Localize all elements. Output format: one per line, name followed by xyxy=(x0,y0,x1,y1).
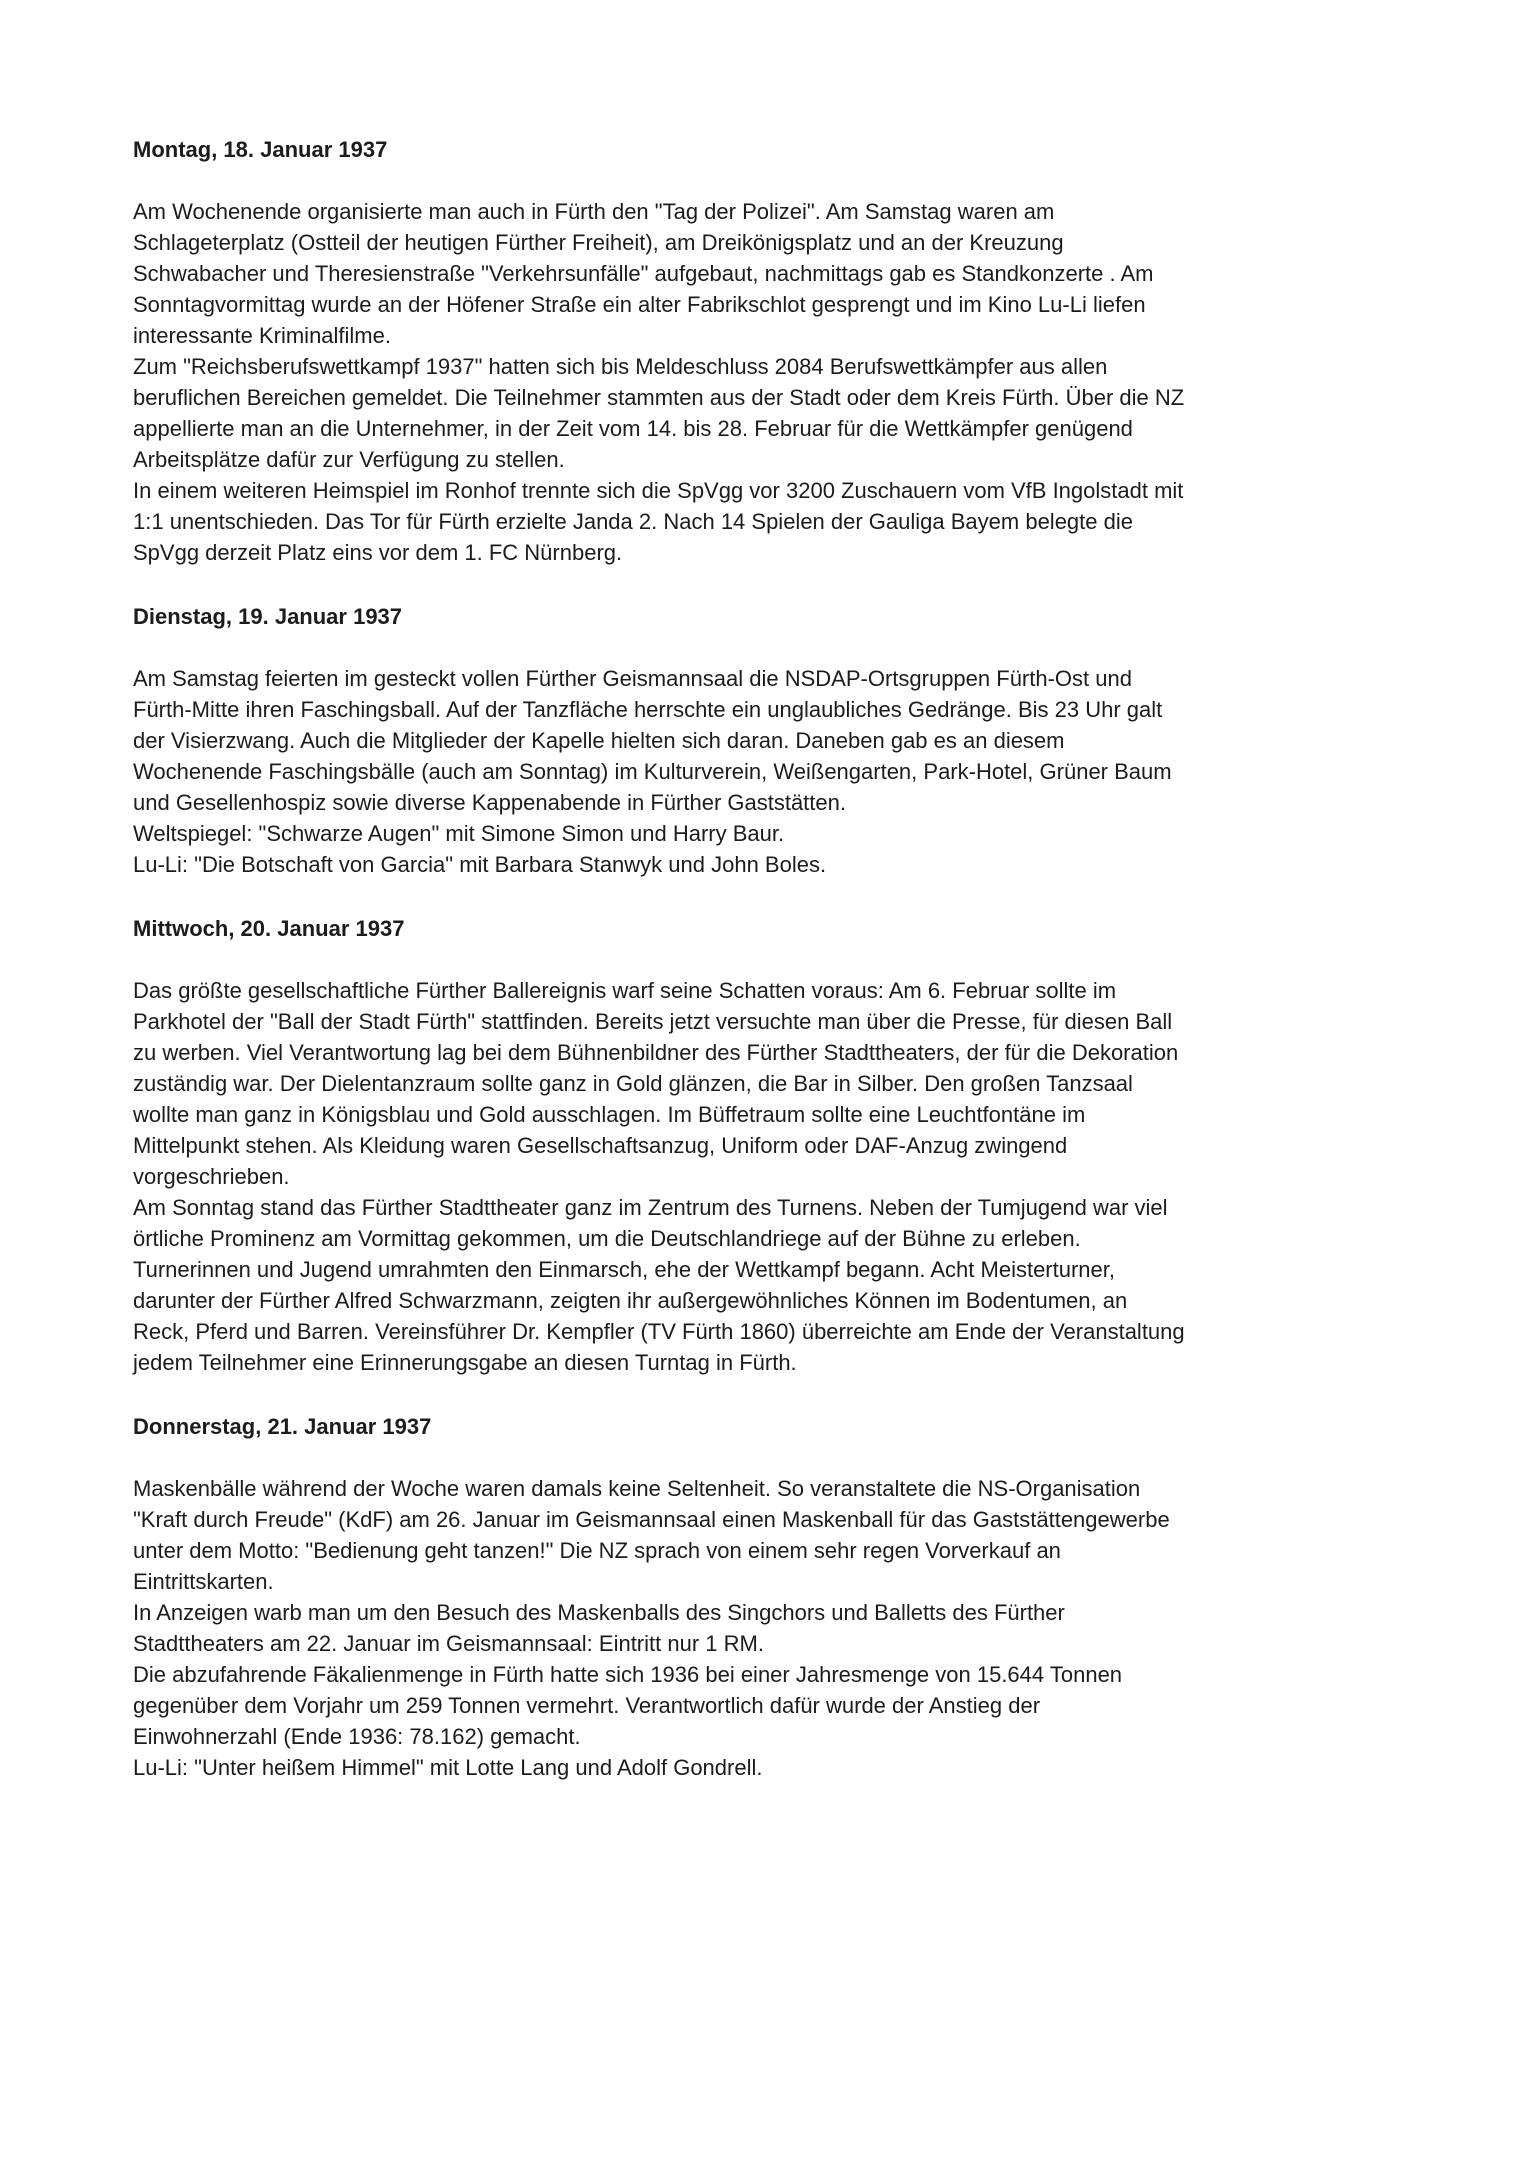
paragraph: Lu-Li: "Die Botschaft von Garcia" mit Barbara Stanwyk und John Boles. xyxy=(133,852,827,877)
section-heading: Donnerstag, 21. Januar 1937 xyxy=(133,1414,432,1439)
paragraph: Weltspiegel: "Schwarze Augen" mit Simone Simon und Harry Baur. xyxy=(133,821,785,846)
paragraph: Das größte gesellschaftliche Fürther Ballereignis warf seine Schatten voraus: Am 6. Februar sollte im Parkhotel der "Ball der Stadt Fürth" stattfinden. Bereits jetzt versuchte man über die Presse, für diesen Ball zu werben. Viel Verantwortung lag bei dem Bühnenbildner des Fürther Stadttheaters, der für die Dekoration zuständig war. Der Dielentanzraum sollte ganz in Gold glänzen, die Bar in Silber. Den großen Tanzsaal wollte man ganz in Königsblau und Gold ausschlagen. Im Büffetraum sollte eine Leuchtfontäne im Mittelpunkt stehen. Als Kleidung waren Gesellschaftsanzug, Uniform oder DAF-Anzug zwingend vorgeschrieben. xyxy=(133,978,1179,1189)
paragraph: Am Wochenende organisierte man auch in Fürth den "Tag der Polizei". Am Samstag waren am Schlageterplatz (Ostteil der heutigen Fürther Freiheit), am Dreikönigsplatz und an der Kreuzung Schwabacher und Theresienstraße "Verkehrsunfälle" aufgebaut, nachmittags gab es Standkonzerte . Am Sonntagvormittag wurde an der Höfener Straße ein alter Fabrikschlot gesprengt und im Kino Lu-Li liefen interessante Kriminalfilme. xyxy=(133,199,1154,348)
paragraph: Am Samstag feierten im gesteckt vollen Fürther Geismannsaal die NSDAP-Ortsgruppen Fürth-Ost und Fürth-Mitte ihren Faschingsball. Auf der Tanzfläche herrschte ein unglaubliches Gedränge. Bis 23 Uhr galt der Visierzwang. Auch die Mitglieder der Kapelle hielten sich daran. Daneben gab es an diesem Wochenende Faschingsbälle (auch am Sonntag) im Kulturverein, Weißengarten, Park-Hotel, Grüner Baum und Gesellenhospiz sowie diverse Kappenabende in Fürther Gaststätten. xyxy=(133,666,1172,815)
section-mittwoch xyxy=(133,914,1186,1378)
section-heading: Dienstag, 19. Januar 1937 xyxy=(133,604,403,629)
paragraph: Lu-Li: "Unter heißem Himmel" mit Lotte Lang und Adolf Gondrell. xyxy=(133,1755,763,1780)
section-dienstag xyxy=(133,602,1186,880)
paragraph: Zum "Reichsberufswettkampf 1937" hatten sich bis Meldeschluss 2084 Berufswettkämpfer aus allen beruflichen Bereichen gemeldet. Die Teilnehmer stammten aus der Stadt oder dem Kreis Fürth. Über die NZ appellierte man an die Unternehmer, in der Zeit vom 14. bis 28. Februar für die Wettkämpfer genügend Arbeitsplätze dafür zur Verfügung zu stellen. xyxy=(133,354,1185,472)
section-montag xyxy=(133,135,1186,568)
section-heading: Mittwoch, 20. Januar 1937 xyxy=(133,916,405,941)
paragraph: Die abzufahrende Fäkalienmenge in Fürth hatte sich 1936 bei einer Jahresmenge von 15.644 Tonnen gegenüber dem Vorjahr um 259 Tonnen vermehrt. Verantwortlich dafür wurde der Anstieg der Einwohnerzahl (Ende 1936: 78.162) gemacht. xyxy=(133,1662,1123,1749)
paragraph: In Anzeigen warb man um den Besuch des Maskenballs des Singchors und Balletts des Fürther Stadttheaters am 22. Januar im Geismannsaal: Eintritt nur 1 RM. xyxy=(133,1600,1065,1656)
paragraph: In einem weiteren Heimspiel im Ronhof trennte sich die SpVgg vor 3200 Zuschauern vom VfB Ingolstadt mit 1:1 unentschieden. Das Tor für Fürth erzielte Janda 2. Nach 14 Spielen der Gauliga Bayem belegte die SpVgg derzeit Platz eins vor dem 1. FC Nürnberg. xyxy=(133,478,1184,565)
section-heading: Montag, 18. Januar 1937 xyxy=(133,137,388,162)
paragraph: Maskenbälle während der Woche waren damals keine Seltenheit. So veranstaltete die NS-Organisation "Kraft durch Freude" (KdF) am 26. Januar im Geismannsaal einen Maskenball für das Gaststättengewerbe unter dem Motto: "Bedienung geht tanzen!" Die NZ sprach von einem sehr regen Vorverkauf an Eintrittskarten. xyxy=(133,1476,1170,1594)
section-donnerstag xyxy=(133,1412,1186,1783)
paragraph: Am Sonntag stand das Fürther Stadttheater ganz im Zentrum des Turnens. Neben der Tumjugend war viel örtliche Prominenz am Vormittag gekommen, um die Deutschlandriege auf der Bühne zu erleben. Turnerinnen und Jugend umrahmten den Einmarsch, ehe der Wettkampf begann. Acht Meisterturner, darunter der Fürther Alfred Schwarzmann, zeigten ihr außergewöhnliches Können im Bodentumen, an Reck, Pferd und Barren. Vereinsführer Dr. Kempfler (TV Fürth 1860) überreichte am Ende der Veranstaltung jedem Teilnehmer eine Erinnerungsgabe an diesen Turntag in Fürth. xyxy=(133,1195,1185,1375)
